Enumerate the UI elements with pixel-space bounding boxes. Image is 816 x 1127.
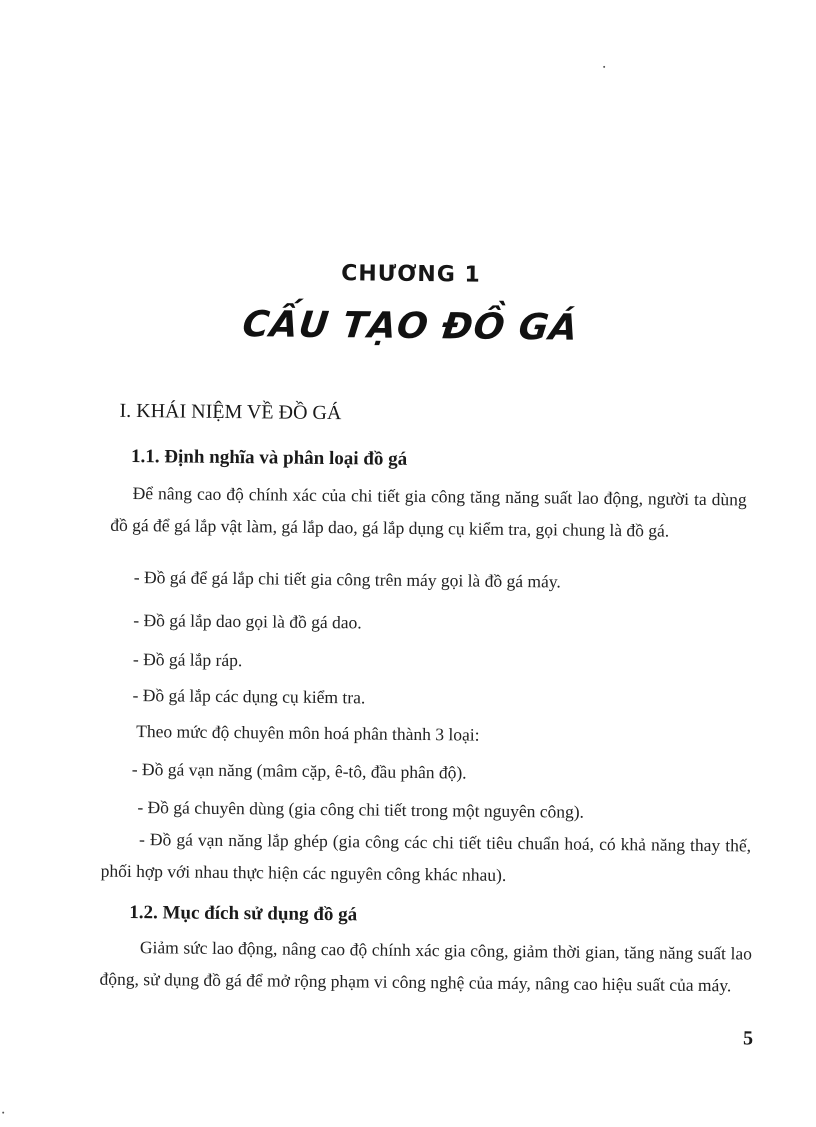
classification-intro: Theo mức độ chuyên môn hoá phân thành 3 loại: [136, 721, 480, 745]
subsection-heading-1-1: 1.1. Định nghĩa và phân loại đồ gá [130, 445, 408, 470]
scan-speck [2, 1112, 4, 1114]
chapter-label: CHƯƠNG 1 [341, 261, 481, 288]
purpose-paragraph: Giảm sức lao động, nâng cao độ chính xác gia công, giảm thời gian, tăng năng suất lao động, sử dụng đồ gá để mở rộng phạm vi công nghệ của máy, nâng cao hiệu suất của máy. [99, 937, 753, 996]
page-number: 5 [742, 1027, 754, 1050]
chapter-title: CẤU TẠO ĐỒ GÁ [240, 304, 581, 349]
scan-speck [603, 66, 605, 68]
type-item: - Đồ gá vạn năng lắp ghép (gia công các chi tiết tiêu chuẩn hoá, có khả năng thay thế, phối hợp với nhau thực hiện các nguyên công khác nhau). [100, 829, 752, 885]
type-item: - Đồ gá chuyên dùng (gia công chi tiết trong một nguyên công). [137, 797, 585, 822]
list-item: - Đồ gá lắp dao gọi là đồ gá dao. [133, 610, 362, 633]
list-item: - Đồ gá để gá lắp chi tiết gia công trên máy gọi là đồ gá máy. [133, 567, 561, 592]
list-item: - Đồ gá lắp các dụng cụ kiểm tra. [132, 684, 366, 708]
section-heading: I. KHÁI NIỆM VỀ ĐỒ GÁ [119, 399, 342, 425]
intro-paragraph: Để nâng cao độ chính xác của chi tiết gia công tăng năng suất lao động, người ta dùng đồ gá để gá lắp vật làm, gá lắp dao, gá lắp dụng cụ kiểm tra, gọi chung là đồ gá. [110, 482, 747, 541]
type-item: - Đồ gá vạn năng (mâm cặp, ê-tô, đầu phân độ). [131, 758, 467, 783]
list-item: - Đồ gá lắp ráp. [132, 649, 243, 671]
subsection-heading-1-2: 1.2. Mục đích sử dụng đồ gá [129, 901, 358, 926]
